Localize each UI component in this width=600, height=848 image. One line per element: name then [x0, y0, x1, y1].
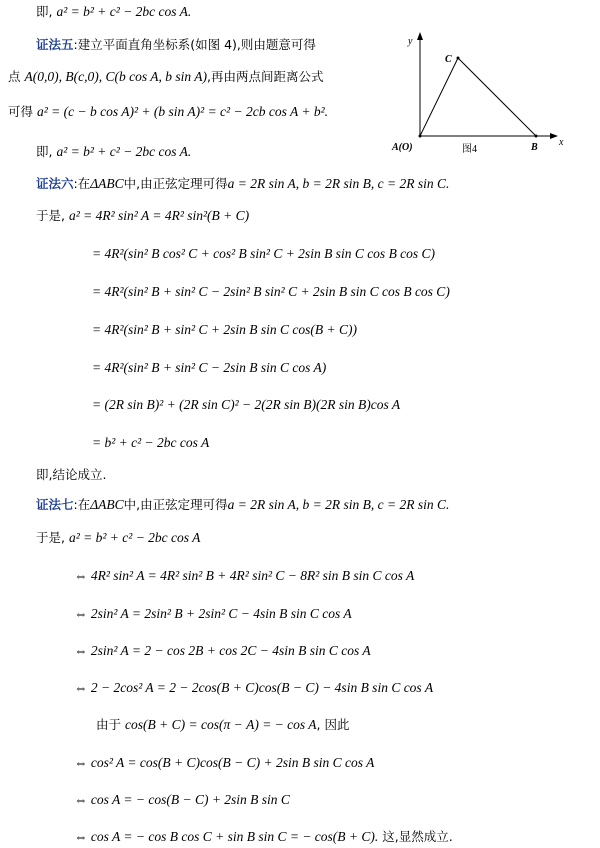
text: :在 [73, 176, 91, 191]
text: , 因此 [316, 717, 350, 732]
label-origin: A(O) [392, 142, 413, 153]
line-8 [92, 246, 435, 262]
formula: = 4R²(sin² B + sin² C − 2sin B sin C cos A) [92, 360, 327, 375]
text: :在 [73, 497, 91, 512]
line-13 [92, 435, 209, 451]
formula: a² = b² + c² − 2bc cos A [68, 530, 201, 545]
formula: ⇔ 4R² sin² A = 4R² sin² B + 4R² sin² C − 8R² sin B sin C cos A [74, 568, 415, 583]
text: 于是, [36, 208, 65, 223]
text: ,再由两点间距离公式 [206, 69, 324, 84]
line-12 [92, 397, 400, 413]
line-9 [92, 284, 450, 300]
formula: cos(B + C) = cos(π − A) = − cos A [125, 717, 317, 732]
proof-5-heading [36, 37, 316, 53]
line-24 [74, 829, 453, 845]
formula: a = 2R sin A, b = 2R sin B, c = 2R sin C. [227, 176, 450, 191]
formula: a² = b² + c² − 2bc cos A. [56, 4, 192, 19]
label-b: B [531, 142, 538, 153]
point-b [535, 135, 538, 138]
point-c [457, 57, 460, 60]
y-axis-arrow-icon [417, 32, 423, 40]
label-c: C [445, 54, 452, 65]
formula: ΔABC [90, 497, 124, 512]
proof-7-heading [36, 497, 449, 513]
line-10 [92, 322, 357, 338]
formula: a² = 4R² sin² A = 4R² sin²(B + C) [68, 208, 250, 223]
line-14 [36, 467, 106, 483]
line-19 [74, 643, 371, 659]
formula: ⇔ cos A = − cos B cos C + sin B sin C = − cos(B + C). [74, 829, 379, 844]
line-17 [74, 568, 414, 584]
formula: = 4R²(sin² B + sin² C − 2sin² B sin² C + 2sin B sin C cos B cos C) [92, 284, 450, 299]
line-23 [74, 792, 290, 808]
line-16 [36, 530, 200, 546]
text: 由于 [96, 717, 122, 732]
proof-label: 证法五 [36, 37, 74, 52]
proof-label: 证法六 [36, 176, 74, 191]
proof-6-heading [36, 176, 449, 192]
proof-label: 证法七 [36, 497, 74, 512]
line-20 [74, 680, 433, 696]
line-3 [8, 69, 323, 85]
label-x: x [559, 137, 564, 148]
triangle-abc [420, 58, 536, 136]
line-1 [36, 4, 191, 20]
text: 中,由正弦定理可得 [123, 176, 228, 191]
point-a [419, 135, 422, 138]
text: :建立平面直角坐标系(如图 4),则由题意可得 [73, 37, 316, 52]
figure-4-diagram [388, 30, 588, 160]
line-22 [74, 755, 374, 771]
text: 这,显然成立. [382, 829, 453, 844]
formula: a² = (c − b cos A)² + (b sin A)² = c² − 2cb cos A + b². [37, 104, 328, 119]
text: 即,结论成立. [36, 467, 107, 482]
formula: ΔABC [90, 176, 124, 191]
line-18 [74, 606, 352, 622]
formula: ⇔ 2 − 2cos² A = 2 − 2cos(B + C)cos(B − C) − 4sin B sin C cos A [74, 680, 434, 695]
label-y: y [408, 36, 413, 47]
line-7 [36, 208, 249, 224]
text: 点 [8, 69, 21, 84]
text: 即, [36, 144, 53, 159]
formula: = b² + c² − 2bc cos A [92, 435, 210, 450]
text: 即, [36, 4, 53, 19]
line-5 [36, 144, 191, 160]
formula: ⇔ cos A = − cos(B − C) + 2sin B sin C [74, 792, 290, 807]
x-axis-arrow-icon [550, 133, 558, 139]
line-11 [92, 360, 326, 376]
text: 中,由正弦定理可得 [123, 497, 228, 512]
formula: = 4R²(sin² B cos² C + cos² B sin² C + 2sin B sin C cos B cos C) [92, 246, 436, 261]
formula: a = 2R sin A, b = 2R sin B, c = 2R sin C. [227, 497, 450, 512]
formula: a² = b² + c² − 2bc cos A. [56, 144, 192, 159]
line-21 [96, 717, 349, 733]
text: 可得 [8, 104, 34, 119]
formula: = (2R sin B)² + (2R sin C)² − 2(2R sin B)(2R sin B)cos A [92, 397, 401, 412]
line-4 [8, 104, 328, 120]
text: 于是, [36, 530, 65, 545]
formula: = 4R²(sin² B + sin² C + 2sin B sin C cos(B + C)) [92, 322, 357, 337]
formula: ⇔ 2sin² A = 2sin² B + 2sin² C − 4sin B sin C cos A [74, 606, 352, 621]
formula: ⇔ 2sin² A = 2 − cos 2B + cos 2C − 4sin B sin C cos A [74, 643, 371, 658]
formula: A(0,0), B(c,0), C(b cos A, b sin A) [24, 69, 207, 84]
formula: ⇔ cos² A = cos(B + C)cos(B − C) + 2sin B sin C cos A [74, 755, 375, 770]
figure-caption: 图4 [462, 144, 477, 155]
